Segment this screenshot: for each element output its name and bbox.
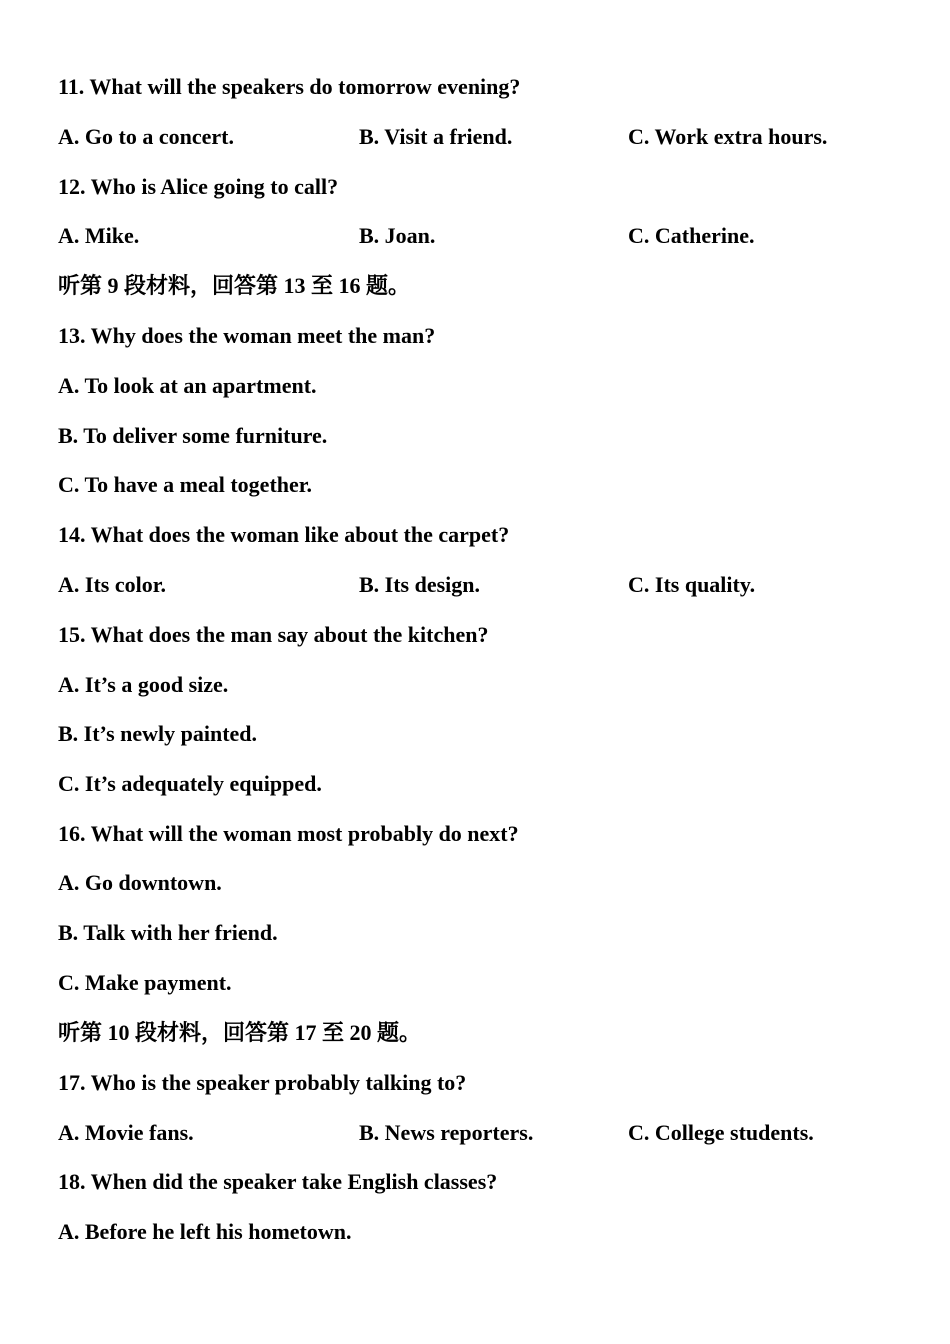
question-14: 14. What does the woman like about the carpet? — [58, 522, 510, 547]
q12-option-b: B. Joan. — [359, 223, 436, 248]
q17-option-a: A. Movie fans. — [58, 1120, 194, 1145]
question-17: 17. Who is the speaker probably talking to? — [58, 1070, 467, 1095]
q15-option-b: B. It’s newly painted. — [58, 721, 258, 746]
section-10-instruction: 听第 10 段材料，回答第 17 至 20 题。 — [58, 1020, 422, 1045]
q11-option-c: C. Work extra hours. — [628, 124, 828, 149]
q13-option-c: C. To have a meal together. — [58, 472, 313, 497]
q15-option-c: C. It’s adequately equipped. — [58, 771, 322, 796]
question-13: 13. Why does the woman meet the man? — [58, 323, 436, 348]
question-16: 16. What will the woman most probably do next? — [58, 821, 519, 846]
q16-option-a: A. Go downtown. — [58, 870, 222, 895]
q13-option-a: A. To look at an apartment. — [58, 373, 317, 398]
question-18: 18. When did the speaker take English classes? — [58, 1169, 498, 1194]
q16-option-b: B. Talk with her friend. — [58, 920, 278, 945]
q14-option-c: C. Its quality. — [628, 572, 756, 597]
q12-option-a: A. Mike. — [58, 223, 140, 248]
section-9-instruction: 听第 9 段材料，回答第 13 至 16 题。 — [58, 273, 411, 298]
q16-option-c: C. Make payment. — [58, 970, 232, 995]
q18-option-a: A. Before he left his hometown. — [58, 1219, 352, 1244]
q11-option-b: B. Visit a friend. — [359, 124, 513, 149]
q17-option-b: B. News reporters. — [359, 1120, 534, 1145]
q17-option-c: C. College students. — [628, 1120, 814, 1145]
question-15: 15. What does the man say about the kitchen? — [58, 622, 489, 647]
q12-option-c: C. Catherine. — [628, 223, 755, 248]
q13-option-b: B. To deliver some furniture. — [58, 423, 328, 448]
q14-option-a: A. Its color. — [58, 572, 166, 597]
q11-option-a: A. Go to a concert. — [58, 124, 234, 149]
q14-option-b: B. Its design. — [359, 572, 481, 597]
q15-option-a: A. It’s a good size. — [58, 672, 229, 697]
question-12: 12. Who is Alice going to call? — [58, 174, 339, 199]
question-11: 11. What will the speakers do tomorrow evening? — [58, 74, 521, 99]
